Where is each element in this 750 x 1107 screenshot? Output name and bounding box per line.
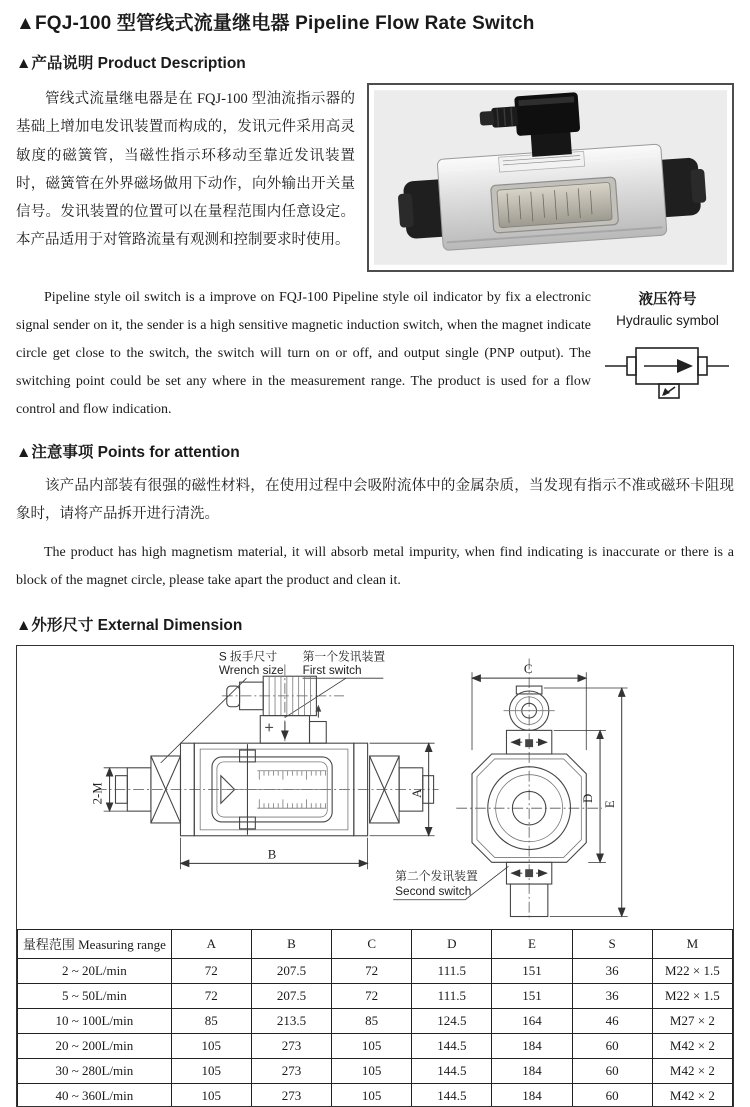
table-cell: 207.5 xyxy=(251,983,331,1008)
table-cell: 105 xyxy=(171,1083,251,1107)
scale-ticks-top xyxy=(259,770,325,779)
table-row xyxy=(18,1008,733,1033)
section-heading-product-description: ▲产品说明 Product Description xyxy=(16,55,246,72)
header-cell: M xyxy=(652,929,732,958)
table-row xyxy=(18,958,733,983)
dimension-box xyxy=(16,645,734,1107)
table-cell: 72 xyxy=(171,983,251,1008)
dim-b-label: B xyxy=(267,846,277,861)
product-photo xyxy=(374,90,727,265)
dimension-table-body xyxy=(18,958,733,1107)
table-cell: M22 × 1.5 xyxy=(652,958,732,983)
table-cell: M42 × 2 xyxy=(652,1083,732,1107)
header-cell: 量程范围 Measuring range xyxy=(18,929,172,958)
table-cell: M22 × 1.5 xyxy=(652,983,732,1008)
table-cell: 60 xyxy=(572,1058,652,1083)
header-cell: D xyxy=(412,929,492,958)
table-cell: 36 xyxy=(572,983,652,1008)
table-cell: 40 ~ 360L/min xyxy=(18,1083,172,1107)
dim-c-label: C xyxy=(523,661,533,676)
section-heading-external-dimension: ▲外形尺寸 External Dimension xyxy=(16,616,243,634)
table-cell: 46 xyxy=(572,1008,652,1033)
section-heading-attention: ▲注意事项 Points for attention xyxy=(16,444,240,461)
flow-arrow xyxy=(677,359,693,373)
table-cell: 72 xyxy=(332,958,412,983)
table-cell: 273 xyxy=(251,1083,331,1107)
table-cell: 273 xyxy=(251,1033,331,1058)
page-title: ▲FQJ-100 型管线式流量继电器 Pipeline Flow Rate Switch xyxy=(16,13,535,34)
table-cell: 85 xyxy=(171,1008,251,1033)
table-cell: 72 xyxy=(171,958,251,983)
hydraulic-symbol-diagram xyxy=(605,336,731,400)
dimension-drawing xyxy=(17,646,733,929)
attention-en: The product has high magnetism material, it will absorb metal impurity, when find indicating is inaccurate or there is a block of the magnet circle, please take apart the product and clean it. xyxy=(16,544,734,588)
product-description-en: Pipeline style oil switch is a improve on FQJ-100 Pipeline style oil indicator by fix a electronic signal sender on it, the sender is a high sensitive magnetic induction switch, when the magnet indicate circle get close to the switch, the switch will turn on or off, and output single (PNP output). The switching point could be set any where in the measurement range. The product is used for a flow control and flow indication. xyxy=(16,290,591,417)
table-cell: 144.5 xyxy=(412,1083,492,1107)
table-cell: 105 xyxy=(171,1058,251,1083)
table-cell: 111.5 xyxy=(412,983,492,1008)
header-cell: C xyxy=(332,929,412,958)
dim-a-label: A xyxy=(409,788,424,798)
attention-section xyxy=(16,440,734,595)
table-cell: 30 ~ 280L/min xyxy=(18,1058,172,1083)
table-cell: 60 xyxy=(572,1033,652,1058)
table-cell: 105 xyxy=(332,1033,412,1058)
header-cell: A xyxy=(171,929,251,958)
table-row xyxy=(18,1058,733,1083)
dim-d-label: D xyxy=(581,793,596,803)
table-cell: 85 xyxy=(332,1008,412,1033)
dim-e-label: E xyxy=(602,799,617,808)
scale-ticks-bottom xyxy=(259,799,325,808)
second-switch-label-en: Second switch xyxy=(395,883,472,898)
table-row xyxy=(18,983,733,1008)
wrench-size-label-zh: S 扳手尺寸 xyxy=(218,648,278,663)
product-description-zh: 管线式流量继电器是在 FQJ-100 型油流指示器的基础上增加电发讯装置而构成的，发讯元件采用高灵敏度的磁簧管，当磁性指示环移动至靠近发讯装置时，磁簧管在外界磁场做用下动作，向外输出开关量信号。发讯装置的位置可以在量程范围内任意设定。本产品适用于对管路流量有观测和控制要求时使用。 xyxy=(16,91,355,249)
table-cell: 60 xyxy=(572,1083,652,1107)
table-cell: 144.5 xyxy=(412,1033,492,1058)
table-cell: 151 xyxy=(492,958,572,983)
table-row xyxy=(18,1083,733,1107)
dimension-table-head-row xyxy=(18,929,733,958)
header-cell: S xyxy=(572,929,652,958)
product-description-section xyxy=(16,83,734,272)
dimension-drawing-wrap xyxy=(17,646,733,929)
table-row xyxy=(18,1033,733,1058)
table-cell: 72 xyxy=(332,983,412,1008)
table-cell: 164 xyxy=(492,1008,572,1033)
first-switch-label-zh: 第一个发讯装置 xyxy=(302,648,386,663)
table-cell: 207.5 xyxy=(251,958,331,983)
table-cell: 5 ~ 50L/min xyxy=(18,983,172,1008)
table-cell: 105 xyxy=(332,1083,412,1107)
hydraulic-symbol-label-zh: 液压符号 xyxy=(638,292,697,308)
table-cell: 144.5 xyxy=(412,1058,492,1083)
english-description-row xyxy=(16,284,734,424)
dimension-table xyxy=(17,929,733,1107)
header-cell: B xyxy=(251,929,331,958)
table-cell: 184 xyxy=(492,1058,572,1083)
attention-zh: 该产品内部装有很强的磁性材料，在使用过程中会吸附流体中的金属杂质，当发现有指示不准或磁环卡阻现象时，请将产品拆开进行清洗。 xyxy=(16,478,734,523)
product-photo-frame xyxy=(367,83,734,272)
header-cell: E xyxy=(492,929,572,958)
hydraulic-symbol-block xyxy=(601,284,734,424)
second-switch-label-zh: 第二个发讯装置 xyxy=(395,868,478,883)
table-cell: 10 ~ 100L/min xyxy=(18,1008,172,1033)
external-dimension-section xyxy=(16,613,734,1107)
wrench-size-label-en: Wrench size xyxy=(218,662,284,677)
table-cell: 36 xyxy=(572,958,652,983)
table-cell: 151 xyxy=(492,983,572,1008)
table-cell: M27 × 2 xyxy=(652,1008,732,1033)
table-cell: 105 xyxy=(171,1033,251,1058)
table-cell: 20 ~ 200L/min xyxy=(18,1033,172,1058)
dim-2m-label: 2-M xyxy=(90,781,105,804)
table-cell: 124.5 xyxy=(412,1008,492,1033)
table-cell: 2 ~ 20L/min xyxy=(18,958,172,983)
table-cell: 105 xyxy=(332,1058,412,1083)
table-cell: 111.5 xyxy=(412,958,492,983)
first-switch-label-en: First switch xyxy=(302,662,362,677)
table-cell: 213.5 xyxy=(251,1008,331,1033)
table-cell: 184 xyxy=(492,1083,572,1107)
table-cell: M42 × 2 xyxy=(652,1058,732,1083)
side-view xyxy=(91,649,439,869)
table-cell: 273 xyxy=(251,1058,331,1083)
hydraulic-symbol-label-en: Hydraulic symbol xyxy=(616,313,719,328)
table-cell: M42 × 2 xyxy=(652,1033,732,1058)
table-cell: 184 xyxy=(492,1033,572,1058)
